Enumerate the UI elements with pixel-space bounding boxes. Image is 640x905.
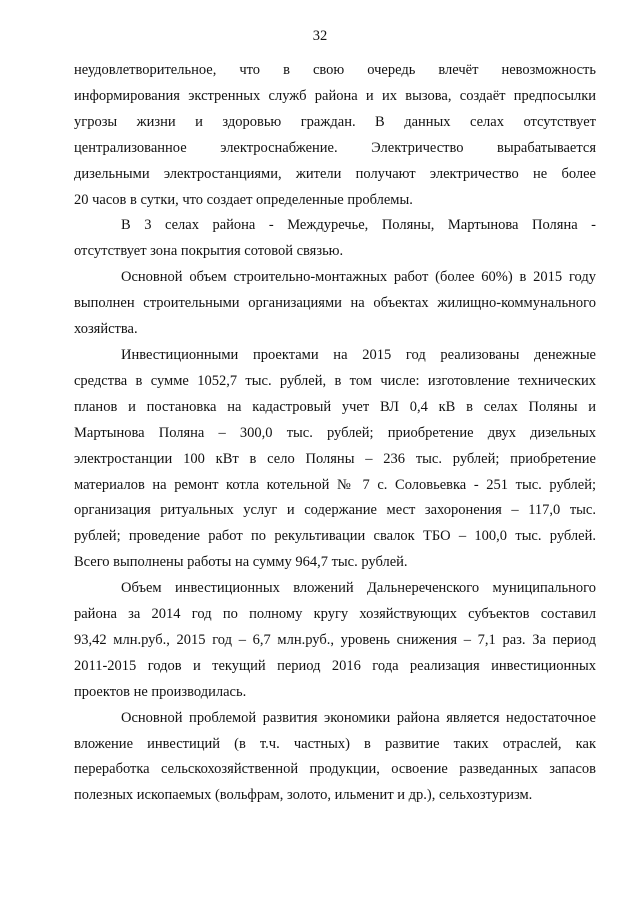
document-body	[74, 58, 596, 809]
text-line: Объем инвестиционных вложений Дальнереченского муниципального	[121, 580, 596, 597]
text-line: дизельными электростанциями, жители получают электричество не более	[74, 165, 596, 182]
text-line: 2011-2015 годов и текущий период 2016 года реализация инвестиционных	[74, 657, 596, 674]
paragraph	[74, 343, 596, 576]
paragraph	[74, 58, 596, 213]
text-line: вложение инвестиций (в т.ч. частных) в развитие таких отраслей, как	[74, 735, 596, 752]
text-line: хозяйства.	[74, 321, 138, 338]
text-line: Основной объем строительно-монтажных работ (более 60%) в 2015 году	[121, 269, 596, 286]
text-line: материалов на ремонт котла котельной № 7 с. Соловьевка - 251 тыс. рублей;	[74, 476, 596, 493]
text-line: 20 часов в сутки, что создает определенные проблемы.	[74, 191, 413, 208]
text-line: отсутствует зона покрытия сотовой связью.	[74, 243, 344, 260]
text-line: полезных ископаемых (вольфрам, золото, ильменит и др.), сельхозтуризм.	[74, 787, 533, 804]
text-line: организация ритуальных услуг и содержание мест захоронения – 117,0 тыс.	[74, 502, 596, 519]
text-line: информирования экстренных служб района и их вызова, создаёт предпосылки	[74, 87, 596, 104]
paragraph	[74, 265, 596, 343]
paragraph	[74, 706, 596, 810]
text-line: выполнен строительными организациями на объектах жилищно-коммунального	[74, 295, 596, 312]
text-line: угрозы жизни и здоровью граждан. В данных селах отсутствует	[74, 113, 596, 130]
page-number: 32	[312, 28, 328, 44]
text-line: Инвестиционными проектами на 2015 год реализованы денежные	[121, 346, 596, 363]
text-line: рублей; проведение работ по рекультивации свалок ТБО – 100,0 тыс. рублей.	[74, 528, 596, 545]
paragraph	[74, 576, 596, 706]
text-line: централизованное электроснабжение. Электричество вырабатывается	[74, 139, 596, 156]
text-line: электростанции 100 кВт в село Поляны – 236 тыс. рублей; приобретение	[74, 450, 596, 467]
paragraph	[74, 213, 596, 265]
text-line: средства в сумме 1052,7 тыс. рублей, в том числе: изготовление технических	[74, 372, 596, 389]
text-line: Всего выполнены работы на сумму 964,7 тыс. рублей.	[74, 554, 408, 571]
text-line: В 3 селах района - Междуречье, Поляны, Мартынова Поляна -	[121, 217, 596, 234]
text-line: неудовлетворительное, что в свою очередь влечёт невозможность	[74, 62, 596, 78]
text-line: переработка сельскохозяйственной продукции, освоение разведанных запасов	[74, 761, 596, 778]
text-line: Мартынова Поляна – 300,0 тыс. рублей; приобретение двух дизельных	[74, 424, 596, 441]
text-line: района за 2014 год по полному кругу хозяйствующих субъектов составил	[74, 606, 596, 623]
text-line: проектов не производилась.	[74, 683, 247, 700]
text-line: планов и постановка на кадастровый учет ВЛ 0,4 кВ в селах Поляны и	[74, 398, 596, 415]
text-line: Основной проблемой развития экономики района является недостаточное	[121, 709, 596, 726]
text-line: 93,42 млн.руб., 2015 год – 6,7 млн.руб., уровень снижения – 7,1 раз. За период	[74, 631, 596, 648]
